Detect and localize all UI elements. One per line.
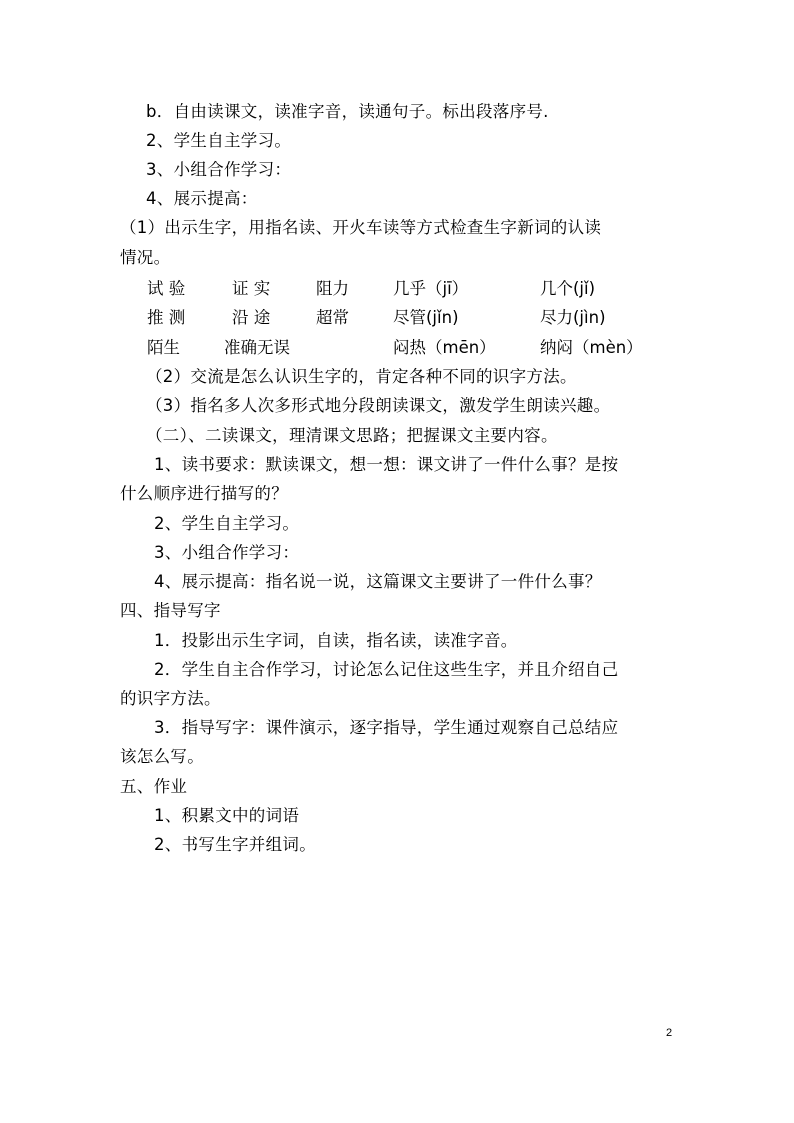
vocab-word: 闷热（mēn）: [393, 338, 496, 357]
page-number: 2: [666, 1027, 673, 1039]
vocab-word: 几乎（jī）: [393, 279, 469, 298]
text-line: 4、展示提高：指名说一说，这篇课文主要讲了一件什么事？: [154, 572, 602, 591]
vocab-word: 超常: [316, 308, 349, 327]
vocab-word: 尽管(jǐn): [393, 308, 459, 327]
vocab-word: 陌生: [147, 338, 180, 357]
text-line: 4、展示提高：: [146, 189, 258, 208]
text-line: 3、小组合作学习：: [154, 543, 300, 562]
text-line: 什么顺序进行描写的？: [120, 484, 288, 503]
text-line: 情况。: [120, 248, 171, 267]
text-line: 1．投影出示生字词，自读，指名读，读准字音。: [154, 631, 518, 650]
vocab-word: 沿 途: [232, 308, 271, 327]
text-line: 的识字方法。: [120, 689, 221, 708]
text-line: 1、积累文中的词语: [154, 806, 300, 825]
text-line: 3．指导写字：课件演示，逐字指导，学生通过观察自己总结应: [154, 718, 619, 737]
vocab-word: 尽力(jìn): [540, 308, 606, 327]
text-line: （3）指名多人次多形式地分段朗读课文，激发学生朗读兴趣。: [146, 396, 611, 415]
text-line: 2、书写生字并组词。: [154, 835, 316, 854]
text-line: 3、小组合作学习：: [146, 160, 292, 179]
text-line: b．自由读课文，读准字音，读通句子。标出段落序号.: [146, 102, 549, 121]
vocab-word: 试 验: [147, 279, 186, 298]
vocab-word: 阻力: [316, 279, 349, 298]
text-line: 1、读书要求：默读课文，想一想：课文讲了一件什么事？是按: [154, 455, 619, 474]
text-line: 2、学生自主学习。: [146, 131, 292, 150]
vocab-word: 几个(jǐ): [540, 279, 596, 298]
vocab-word: 纳闷（mèn）: [540, 338, 643, 357]
text-line: （二）、二读课文，理清课文思路；把握课文主要内容。: [146, 426, 558, 445]
vocab-word: 推 测: [147, 308, 186, 327]
text-line: 2．学生自主合作学习，讨论怎么记住这些生字，并且介绍自己: [154, 660, 619, 679]
vocab-word: 证 实: [232, 279, 271, 298]
text-line: （1）出示生字，用指名读、开火车读等方式检查生字新词的认读: [120, 218, 602, 237]
text-line: 2、学生自主学习。: [154, 514, 300, 533]
text-line: 该怎么写。: [120, 747, 204, 766]
section-heading: 五、作业: [120, 777, 188, 796]
section-heading: 四、指导写字: [120, 601, 221, 620]
text-line: （2）交流是怎么认识生字的，肯定各种不同的识字方法。: [146, 367, 577, 386]
vocab-word: 准确无误: [224, 338, 290, 357]
